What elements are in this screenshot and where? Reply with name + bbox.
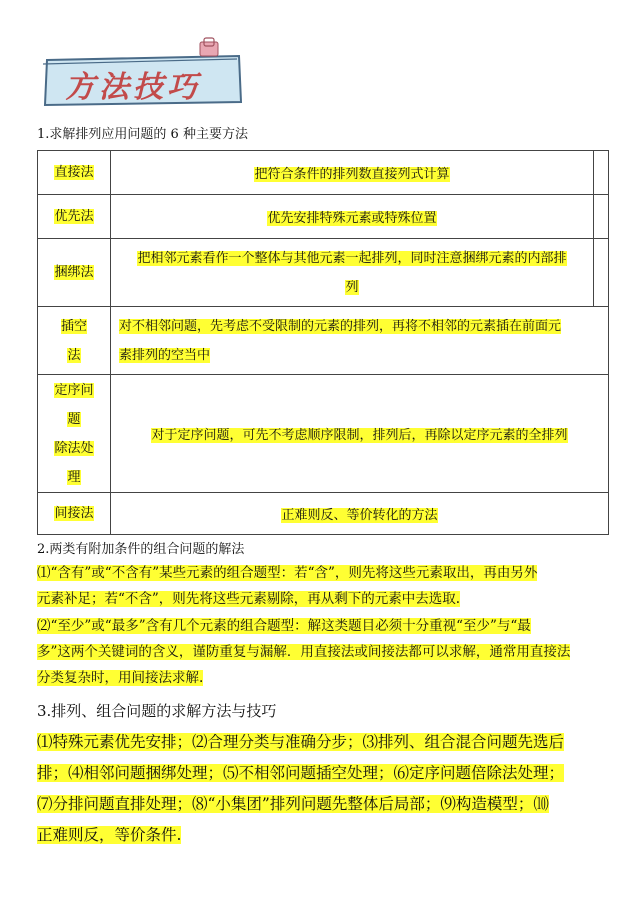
paper-clip-icon [196,36,222,60]
paragraph-line: 分类复杂时，用间接法求解. [37,670,204,686]
table-row [38,239,609,307]
paragraph-line: ⑵“至少”或“最多”含有几个元素的组合题型：解这类题目必须十分重视“至少”与“最 [37,618,531,634]
method-desc-line: 把相邻元素看作一个整体与其他元素一起排列，同时注意捆绑元素的内部排 [137,250,567,266]
method-name-line: 除法处 [54,440,94,456]
method-name: 直接法 [54,165,94,180]
section2-heading: 2.两类有附加条件的组合问题的解法 [37,542,245,557]
methods-table [37,150,609,535]
paragraph-line: ⑺分排问题直排处理；⑻“小集团”排列问题先整体后局部；⑼构造模型；⑽ [37,795,549,813]
method-name-line: 法 [67,347,81,363]
section2-paragraph-2 [37,613,609,691]
paragraph-line: 元素补足；若“不含”，则先将这些元素剔除，再从剩下的元素中去选取. [37,591,461,607]
method-desc: 正难则反、等价转化的方法 [281,508,438,523]
method-desc-line: 对不相邻问题，先考虑不受限制的元素的排列，再将不相邻的元素插在前面元 [119,318,562,334]
method-name-line: 插空 [60,318,87,334]
section3-paragraph [37,727,609,851]
badge-title: 方法技巧 [65,70,201,105]
paragraph-line: ⑴“含有”或“不含有”某些元素的组合题型：若“含”，则先将这些元素取出，再由另外 [37,565,538,581]
method-name: 间接法 [54,506,94,521]
table-row [38,151,609,195]
method-name: 捆绑法 [54,265,94,280]
method-name-line: 理 [67,469,81,485]
section2-paragraph-1 [37,560,609,612]
method-name-line: 定序问 [54,382,94,398]
title-badge [41,52,245,108]
method-desc-line: 素排列的空当中 [119,347,211,363]
method-name: 优先法 [54,209,94,224]
section1-heading: 1.求解排列应用问题的 6 种主要方法 [37,127,248,142]
table-row [38,307,609,375]
method-desc: 优先安排特殊元素或特殊位置 [267,211,437,226]
method-desc: 对于定序问题，可先不考虑顺序限制，排列后，再除以定序元素的全排列 [151,428,568,443]
section3-heading: 3.排列、组合问题的求解方法与技巧 [37,702,277,720]
method-name-line: 题 [67,411,81,427]
table-row [38,375,609,493]
method-desc-line: 列 [345,279,359,295]
paragraph-line: 多”这两个关键词的含义，谨防重复与漏解．用直接法或间接法都可以求解，通常用直接法 [37,644,571,660]
paragraph-line: 排；⑷相邻问题捆绑处理；⑸不相邻问题插空处理；⑹定序问题倍除法处理； [37,764,565,782]
paragraph-line: ⑴特殊元素优先安排；⑵合理分类与准确分步；⑶排列、组合混合问题先选后 [37,733,565,751]
table-row [38,195,609,239]
method-desc: 把符合条件的排列数直接列式计算 [254,167,450,182]
table-row [38,493,609,535]
paragraph-line: 正难则反，等价条件. [37,826,182,844]
